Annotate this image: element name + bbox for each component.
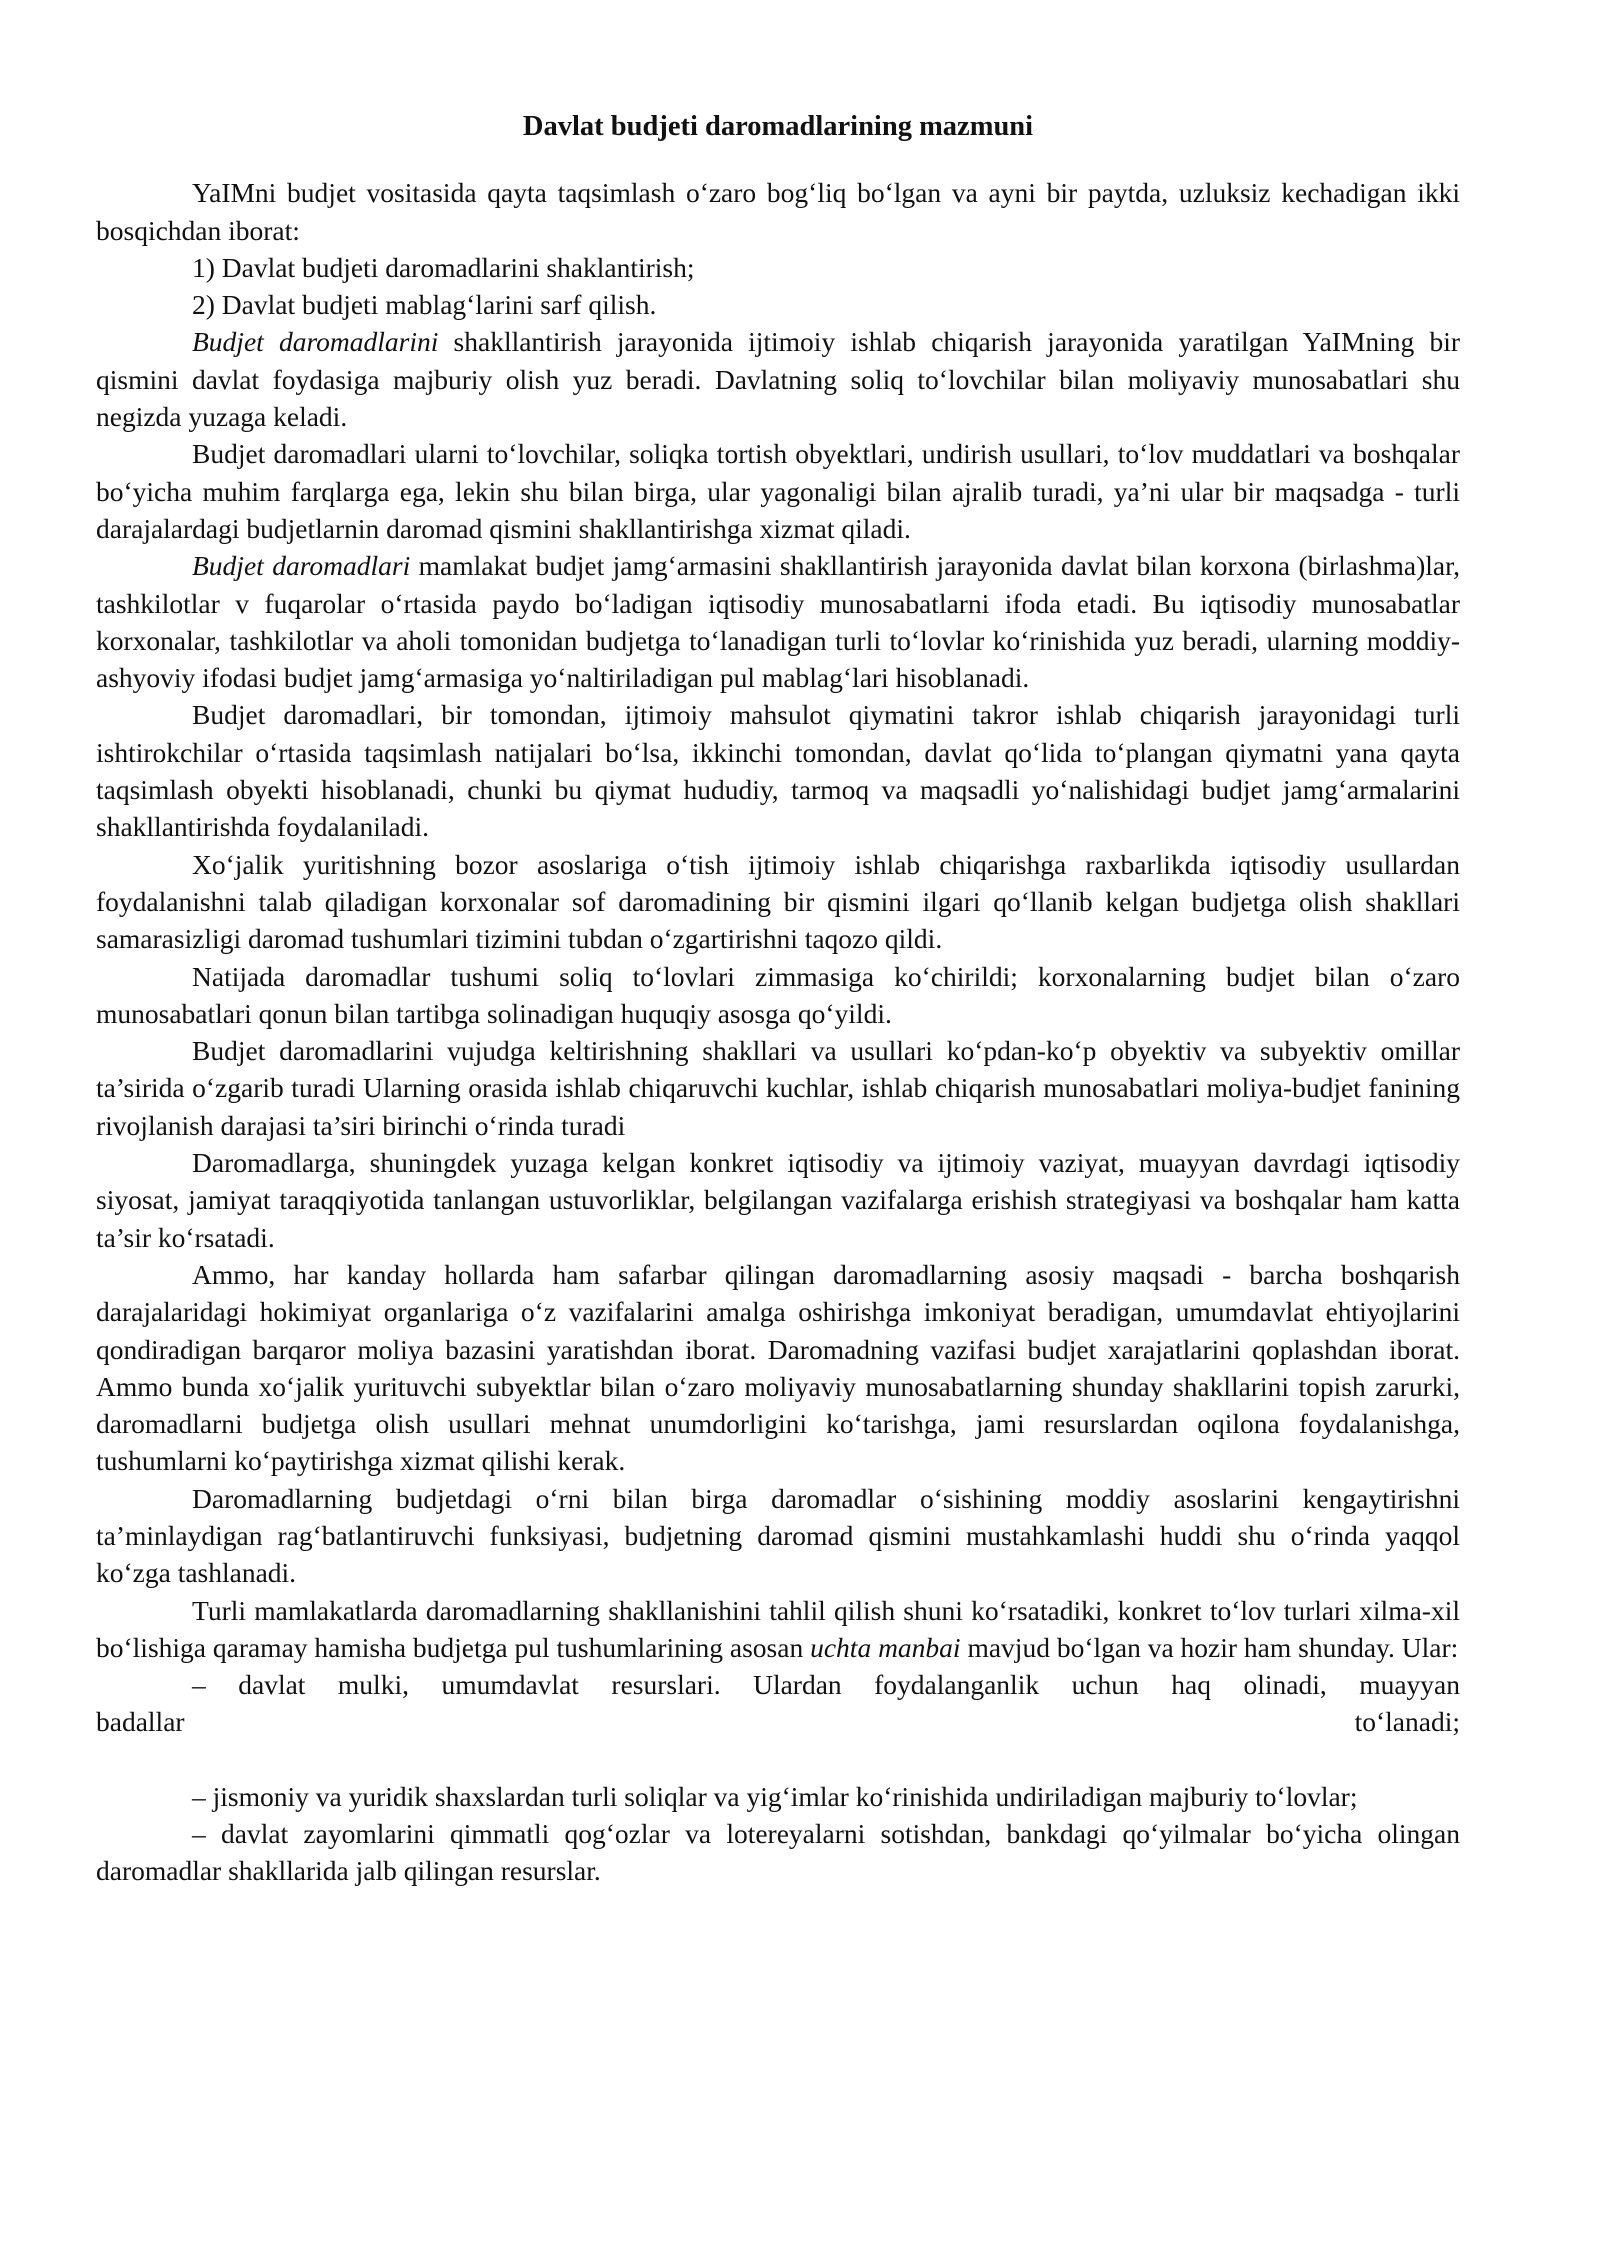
paragraph-text: mamlakat budjet jamg‘armasini shakllantirish jarayonida davlat bilan korxona (birlashma)lar, tashkilotlar v fuqarolar o‘rtasida paydo bo‘ladigan iqtisodiy munosabatlarni ifoda etadi. Bu iqtisodiy munosabatlar korxonalar, tashkilotlar va aholi tomonidan budjetga to‘lanadigan turli to‘lovlar ko‘rinishida yuz beradi, ularning moddiy-ashyoviy ifodasi budjet jamg‘armasiga yo‘naltiriladigan pul mablag‘lari hisoblanadi. — [96, 550, 1461, 694]
dash-item-mandatory-payments: – jismoniy va yuridik shaxslardan turli soliqlar va yig‘imlar ko‘rinishida undiriladigan majburiy to‘lovlar; — [192, 1780, 1358, 1812]
paragraph-policy-influence: Daromadlarga, shuningdek yuzaga kelgan konkret iqtisodiy va ijtimoiy vaziyat, muayyan davrdagi iqtisodiy siyosat, jamiyat taraqqiyotida tanlangan ustuvorliklar, belgilangan vazifalarga erishish strategiyasi va boshqalar ham katta ta’sir ko‘rsatadi. — [96, 1147, 1460, 1253]
page-title: Davlat budjeti daromadlarining mazmuni — [522, 111, 1034, 142]
paragraph-budget-revenue-formation — [96, 323, 1460, 435]
emphasis-text: Budjet daromadlarini — [192, 326, 439, 358]
list-item-2: 2) Davlat budjeti mablag‘larini sarf qilish. — [192, 289, 657, 321]
paragraph-factors: Budjet daromadlarini vujudga keltirishning shakllari va usullari ko‘pdan-ko‘p obyektiv va subyektiv omillar ta’sirida o‘zgarib turadi Ularning orasida ishlab chiqaruvchi kuchlar, ishlab chiqarish munosabatlari moliya-budjet fanining rivojlanish darajasi ta’siri birinchi o‘rinda turadi — [96, 1035, 1460, 1141]
paragraph-tax-payments: Natijada daromadlar tushumi soliq to‘lovlari zimmasiga ko‘chirildi; korxonalarning budjet bilan o‘zaro munosabatlari qonun bilan tartibga solinadigan huquqiy asosga qo‘yildi. — [96, 960, 1460, 1029]
list-item-1: 1) Davlat budjeti daromadlarini shaklantirish; — [192, 251, 695, 283]
paragraph-main-goal: Ammo, har kanday hollarda ham safarbar qilingan daromadlarning asosiy maqsadi - barcha boshqarish darajalaridagi hokimiyat organlariga o‘z vazifalarini amalga oshirishga imkoniyat beradigan, umumdavlat ehtiyojlarini qondiradigan barqaror moliya bazasini yaratishdan iborat. Daromadning vazifasi budjet xarajatlarini qoplashdan iborat. Ammo bunda xo‘jalik yurituvchi subyektlar bilan o‘zaro moliyaviy munosabatlarning shunday shakllarini topish zarurki, daromadlarni budjetga olish usullari mehnat unumdorligini ko‘tarishga, jami resurslardan oqilona foydalanishga, tushumlarni ko‘paytirishga xizmat qilishi kerak. — [96, 1258, 1460, 1477]
paragraph-text: shakllantirish jarayonida ijtimoiy ishlab chiqarish jarayonida yaratilgan YaIMning bir qismini davlat foydasiga majburiy olish yuz beradi. Davlatning soliq to‘lovchilar bilan moliyaviy munosabatlari shu negizda yuzaga keladi. — [96, 326, 1461, 433]
dash-item-state-property-continuation — [96, 1703, 1460, 1740]
dash-item-state-property: – davlat mulki, umumdavlat resurslari. Ulardan foydalanganlik uchun haq olinadi, muayyan — [192, 1669, 1460, 1701]
emphasis-text: Budjet daromadlari — [192, 550, 411, 582]
paragraph-three-sources — [96, 1592, 1460, 1667]
continuation-left: badallar — [96, 1706, 185, 1738]
paragraph-text: Turli mamlakatlarda daromadlarning shakllanishini tahlil qilish shuni ko‘rsatadiki, konkret to‘lov turlari xilma-xil bo‘lishiga qaramay hamisha budjetga pul tushumlarining asosan — [96, 1594, 1460, 1663]
dash-item-attracted-resources: – davlat zayomlarini qimmatli qog‘ozlar va lotereyalarni sotishdan, bankdagi qo‘yilmalar bo‘yicha olingan daromadlar shakllarida jalb qilingan resurslar. — [96, 1818, 1460, 1887]
blank-line — [96, 1741, 1460, 1778]
paragraph-text: mavjud bo‘lgan va hozir ham shunday. Ular: — [960, 1631, 1459, 1663]
paragraph-intro: YaIMni budjet vositasida qayta taqsimlash o‘zaro bog‘liq bo‘lgan va ayni bir paytda, uzluksiz kechadigan ikki bosqichdan iborat: — [96, 177, 1460, 246]
paragraph-market-transition: Xo‘jalik yuritishning bozor asoslariga o‘tish ijtimoiy ishlab chiqarishga raxbarlikda iqtisodiy usullardan foydalanishni talab qiladigan korxonalar sof daromadining bir qismini ilgari qo‘llanib kelgan budjetga olish shakllari samarasizligi daromad tushumlari tizimini tubdan o‘zgartirishni taqozo qildi. — [96, 848, 1460, 955]
paragraph-stimulating-function: Daromadlarning budjetdagi o‘rni bilan birga daromadlar o‘sishining moddiy asoslarini kengaytirishni ta’minlaydigan rag‘batlantiruvchi funksiyasi, budjetning daromad qismini mustahkamlashi huddi shu o‘rinda yaqqol ko‘zga tashlanadi. — [96, 1482, 1460, 1589]
paragraph-revenue-differences: Budjet daromadlari ularni to‘lovchilar, soliqka tortish obyektlari, undirish usullari, to‘lov muddatlari va boshqalar bo‘yicha muhim farqlarga ega, lekin shu bilan birga, ular yagonaligi bilan ajralib turadi, ya’ni ular bir maqsadga - turli darajalardagi budjetlarnin daromad qismini shakllantirishga xizmat qiladi. — [96, 438, 1460, 544]
document-page — [96, 108, 1460, 1890]
emphasis-text: uchta manbai — [810, 1631, 961, 1663]
paragraph-economic-relations — [96, 547, 1460, 696]
paragraph-redistribution: Budjet daromadlari, bir tomondan, ijtimoiy mahsulot qiymatini takror ishlab chiqarish jarayonidagi turli ishtirokchilar o‘rtasida taqsimlash natijalari bo‘lsa, ikkinchi tomondan, davlat qo‘lida to‘plangan qiymatni yana qayta taqsimlash obyekti hisoblanadi, chunki bu qiymat hududiy, tarmoq va maqsadli yo‘nalishidagi budjet jamg‘armalarini shakllantirishda foydalaniladi. — [96, 699, 1460, 843]
continuation-right: to‘lanadi; — [1354, 1706, 1460, 1738]
